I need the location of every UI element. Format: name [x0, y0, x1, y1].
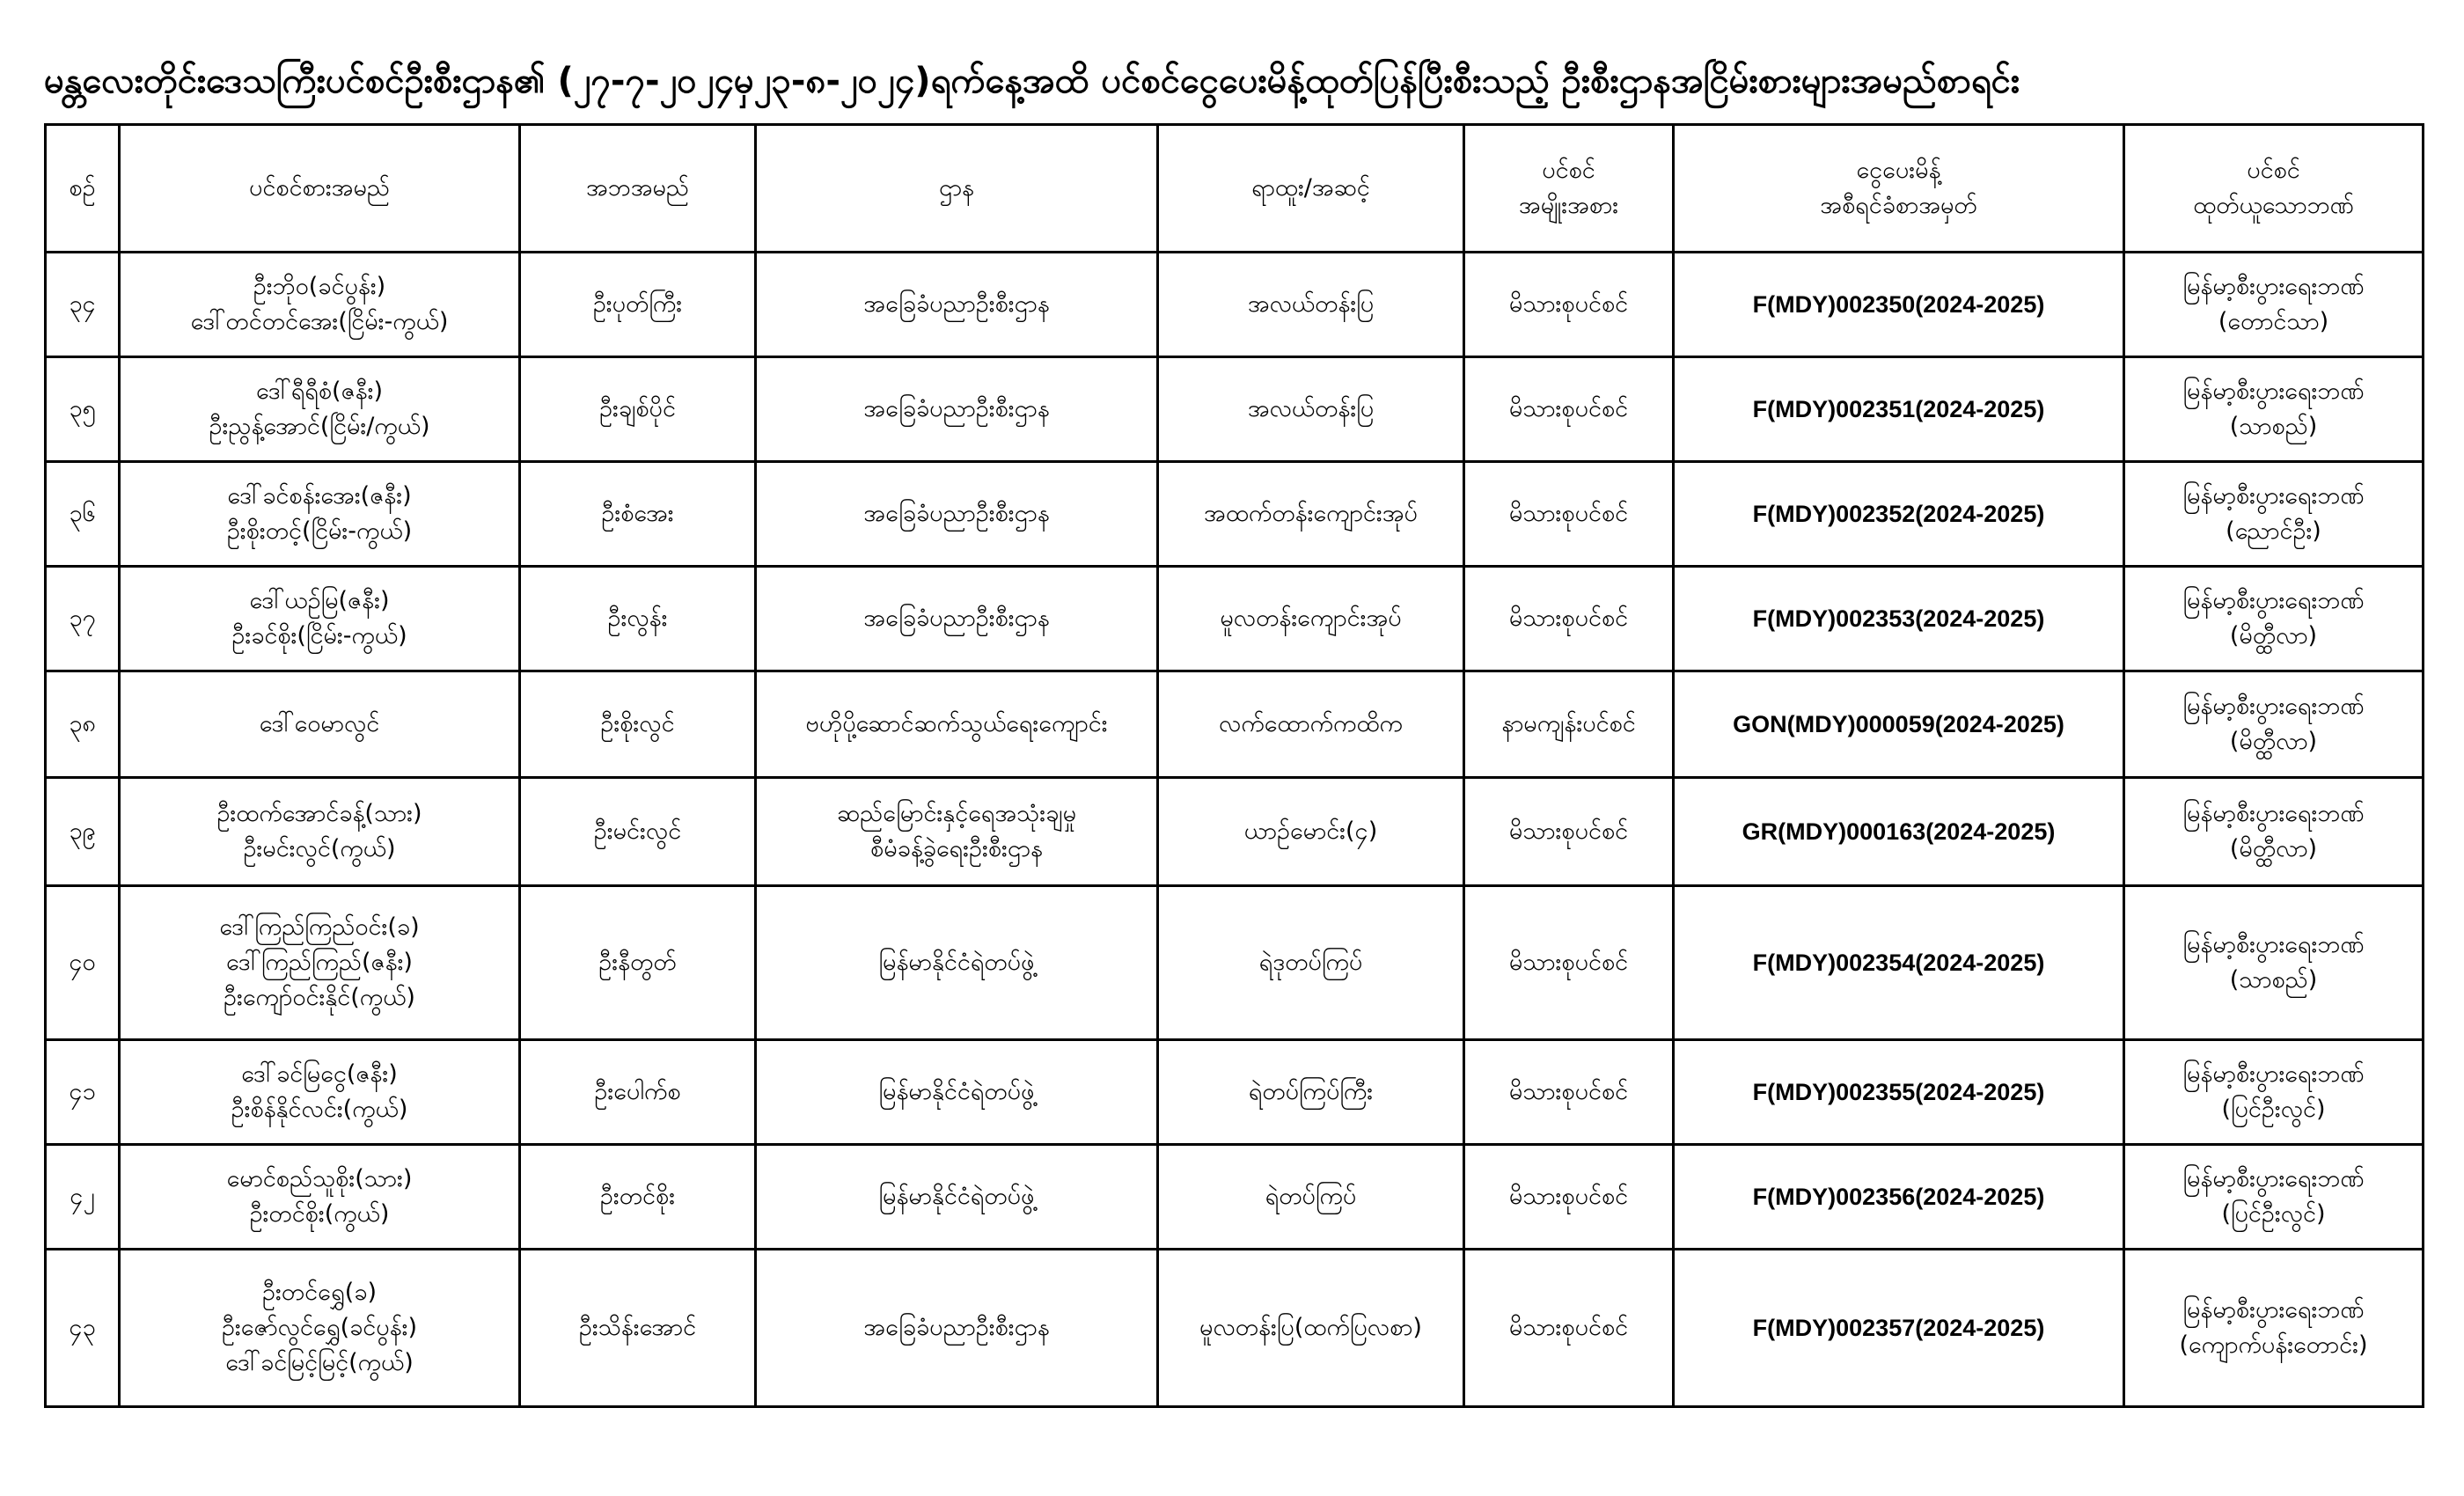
cell-bank: မြန်မာ့စီးပွားရေးဘဏ် (ပြင်ဦးလွင်)	[2124, 1040, 2424, 1145]
cell-father: ဦးစိုးလွင်	[520, 671, 756, 778]
cell-father: ဦးမင်းလွင်	[520, 778, 756, 886]
cell-father: ဦးလွန်း	[520, 567, 756, 671]
cell-pension-type: မိသားစုပင်စင်	[1464, 567, 1674, 671]
cell-bank: မြန်မာ့စီးပွားရေးဘဏ် (ပြင်ဦးလွင်)	[2124, 1145, 2424, 1250]
cell-no: ၃၅	[46, 357, 120, 462]
cell-no: ၃၆	[46, 462, 120, 567]
cell-position: ရဲတပ်ကြပ်ကြီး	[1158, 1040, 1464, 1145]
cell-order-no: F(MDY)002352(2024-2025)	[1674, 462, 2124, 567]
cell-father: ဦးတင်စိုး	[520, 1145, 756, 1250]
cell-pensioner: ဒေါ်ဝေမာလွင်	[120, 671, 520, 778]
cell-no: ၃၇	[46, 567, 120, 671]
header-row	[46, 125, 2424, 253]
cell-order-no: F(MDY)002353(2024-2025)	[1674, 567, 2124, 671]
cell-department: အခြေခံပညာဦးစီးဌာန	[756, 357, 1158, 462]
cell-pensioner: ဒေါ်ယဉ်မြ(ဇနီး) ဦးခင်စိုး(ငြိမ်း-ကွယ်)	[120, 567, 520, 671]
cell-bank: မြန်မာ့စီးပွားရေးဘဏ် (တောင်သာ)	[2124, 253, 2424, 357]
cell-order-no: GR(MDY)000163(2024-2025)	[1674, 778, 2124, 886]
cell-father: ဦးစံအေး	[520, 462, 756, 567]
cell-bank: မြန်မာ့စီးပွားရေးဘဏ် (မိတ္ထီလာ)	[2124, 778, 2424, 886]
cell-department: မြန်မာနိုင်ငံရဲတပ်ဖွဲ့	[756, 886, 1158, 1040]
cell-no: ၃၄	[46, 253, 120, 357]
cell-no: ၄၁	[46, 1040, 120, 1145]
cell-position: မူလတန်းပြ(ထက်ပြလစာ)	[1158, 1250, 1464, 1407]
table-row	[46, 567, 2424, 671]
table-row	[46, 778, 2424, 886]
cell-pension-type: မိသားစုပင်စင်	[1464, 1250, 1674, 1407]
cell-pension-type: မိသားစုပင်စင်	[1464, 462, 1674, 567]
cell-department: မြန်မာနိုင်ငံရဲတပ်ဖွဲ့	[756, 1145, 1158, 1250]
header-bank: ပင်စင် ထုတ်ယူသောဘဏ်	[2124, 125, 2424, 253]
cell-pensioner: ဒေါ်ကြည်ကြည်ဝင်း(ခ) ဒေါ်ကြည်ကြည်(ဇနီး) ဦးကျော်ဝင်းနိုင်(ကွယ်)	[120, 886, 520, 1040]
cell-department: အခြေခံပညာဦးစီးဌာန	[756, 462, 1158, 567]
cell-order-no: F(MDY)002351(2024-2025)	[1674, 357, 2124, 462]
table-row	[46, 886, 2424, 1040]
cell-order-no: GON(MDY)000059(2024-2025)	[1674, 671, 2124, 778]
cell-order-no: F(MDY)002350(2024-2025)	[1674, 253, 2124, 357]
cell-position: အလယ်တန်းပြ	[1158, 357, 1464, 462]
cell-position: ရဲတပ်ကြပ်	[1158, 1145, 1464, 1250]
table-row	[46, 1145, 2424, 1250]
cell-department: ဗဟိုပို့ဆောင်ဆက်သွယ်ရေးကျောင်း	[756, 671, 1158, 778]
header-no: စဉ်	[46, 125, 120, 253]
cell-pensioner: ဒေါ်ခင်စန်းအေး(ဇနီး) ဦးစိုးတင့်(ငြိမ်း-ကွယ်)	[120, 462, 520, 567]
cell-position: မူလတန်းကျောင်းအုပ်	[1158, 567, 1464, 671]
cell-no: ၃၈	[46, 671, 120, 778]
header-position: ရာထူး/အဆင့်	[1158, 125, 1464, 253]
cell-department: ဆည်မြောင်းနှင့်ရေအသုံးချမှု စီမံခန့်ခွဲရေးဦးစီးဌာန	[756, 778, 1158, 886]
cell-department: အခြေခံပညာဦးစီးဌာန	[756, 253, 1158, 357]
cell-father: ဦးပေါက်စ	[520, 1040, 756, 1145]
cell-father: ဦးနီတွတ်	[520, 886, 756, 1040]
header-department: ဌာန	[756, 125, 1158, 253]
cell-pensioner: ဒေါ်ရီရီစံ(ဇနီး) ဦးညွန့်အောင်(ငြိမ်း/ကွယ်)	[120, 357, 520, 462]
table-row	[46, 671, 2424, 778]
table-row	[46, 253, 2424, 357]
cell-order-no: F(MDY)002354(2024-2025)	[1674, 886, 2124, 1040]
cell-pension-type: မိသားစုပင်စင်	[1464, 778, 1674, 886]
cell-father: ဦးပုတ်ကြီး	[520, 253, 756, 357]
cell-no: ၄၀	[46, 886, 120, 1040]
cell-pension-type: မိသားစုပင်စင်	[1464, 1145, 1674, 1250]
cell-order-no: F(MDY)002355(2024-2025)	[1674, 1040, 2124, 1145]
cell-father: ဦးချစ်ပိုင်	[520, 357, 756, 462]
header-order-no: ငွေပေးမိန့် အစီရင်ခံစာအမှတ်	[1674, 125, 2124, 253]
table-row	[46, 357, 2424, 462]
cell-pension-type: မိသားစုပင်စင်	[1464, 1040, 1674, 1145]
cell-pension-type: မိသားစုပင်စင်	[1464, 253, 1674, 357]
table-row	[46, 462, 2424, 567]
cell-order-no: F(MDY)002356(2024-2025)	[1674, 1145, 2124, 1250]
cell-father: ဦးသိန်းအောင်	[520, 1250, 756, 1407]
cell-pensioner: မောင်စည်သူစိုး(သား) ဦးတင်စိုး(ကွယ်)	[120, 1145, 520, 1250]
cell-bank: မြန်မာ့စီးပွားရေးဘဏ် (မိတ္ထီလာ)	[2124, 671, 2424, 778]
cell-bank: မြန်မာ့စီးပွားရေးဘဏ် (သာစည်)	[2124, 886, 2424, 1040]
cell-no: ၄၃	[46, 1250, 120, 1407]
cell-no: ၃၉	[46, 778, 120, 886]
cell-department: အခြေခံပညာဦးစီးဌာန	[756, 1250, 1158, 1407]
cell-no: ၄၂	[46, 1145, 120, 1250]
cell-position: ရဲဒုတပ်ကြပ်	[1158, 886, 1464, 1040]
cell-department: မြန်မာနိုင်ငံရဲတပ်ဖွဲ့	[756, 1040, 1158, 1145]
cell-bank: မြန်မာ့စီးပွားရေးဘဏ် (မိတ္ထီလာ)	[2124, 567, 2424, 671]
cell-pension-type: နာမကျန်းပင်စင်	[1464, 671, 1674, 778]
cell-position: အထက်တန်းကျောင်းအုပ်	[1158, 462, 1464, 567]
cell-order-no: F(MDY)002357(2024-2025)	[1674, 1250, 2124, 1407]
cell-bank: မြန်မာ့စီးပွားရေးဘဏ် (ညောင်ဦး)	[2124, 462, 2424, 567]
cell-pension-type: မိသားစုပင်စင်	[1464, 357, 1674, 462]
cell-pensioner: ဦးဘိုဝ(ခင်ပွန်း) ဒေါ်တင်တင်အေး(ငြိမ်း-ကွယ်)	[120, 253, 520, 357]
header-pensioner: ပင်စင်စားအမည်	[120, 125, 520, 253]
cell-position: အလယ်တန်းပြ	[1158, 253, 1464, 357]
cell-pension-type: မိသားစုပင်စင်	[1464, 886, 1674, 1040]
cell-bank: မြန်မာ့စီးပွားရေးဘဏ် (သာစည်)	[2124, 357, 2424, 462]
cell-bank: မြန်မာ့စီးပွားရေးဘဏ် (ကျောက်ပန်းတောင်း)	[2124, 1250, 2424, 1407]
header-father: အဘအမည်	[520, 125, 756, 253]
table-row	[46, 1250, 2424, 1407]
cell-pensioner: ဒေါ်ခင်မြငွေ(ဇနီး) ဦးစိန်နိုင်လင်း(ကွယ်)	[120, 1040, 520, 1145]
cell-pensioner: ဦးတင်ရွှေ(ခ) ဦးဇော်လွင်ရွှေ(ခင်ပွန်း) ဒေါ်ခင်မြင့်မြင့်(ကွယ်)	[120, 1250, 520, 1407]
cell-position: လက်ထောက်ကထိက	[1158, 671, 1464, 778]
header-pension-type: ပင်စင် အမျိုးအစား	[1464, 125, 1674, 253]
page-title: မန္တလေးတိုင်းဒေသကြီးပင်စင်ဦးစီးဌာန၏ (၂၇-၇-၂၀၂၄မှ၂၃-၈-၂၀၂၄)ရက်နေ့အထိ ပင်စင်ငွေပေးမိန့်ထုတ်ပြန်ပြီးစီးသည့် ဦးစီးဌာနအငြိမ်းစားများအမည်စာရင်း	[44, 61, 2020, 101]
table-row	[46, 1040, 2424, 1145]
cell-position: ယာဉ်မောင်း(၄)	[1158, 778, 1464, 886]
pension-table	[44, 123, 2424, 1408]
cell-pensioner: ဦးထက်အောင်ခန့်(သား) ဦးမင်းလွင်(ကွယ်)	[120, 778, 520, 886]
cell-department: အခြေခံပညာဦးစီးဌာန	[756, 567, 1158, 671]
